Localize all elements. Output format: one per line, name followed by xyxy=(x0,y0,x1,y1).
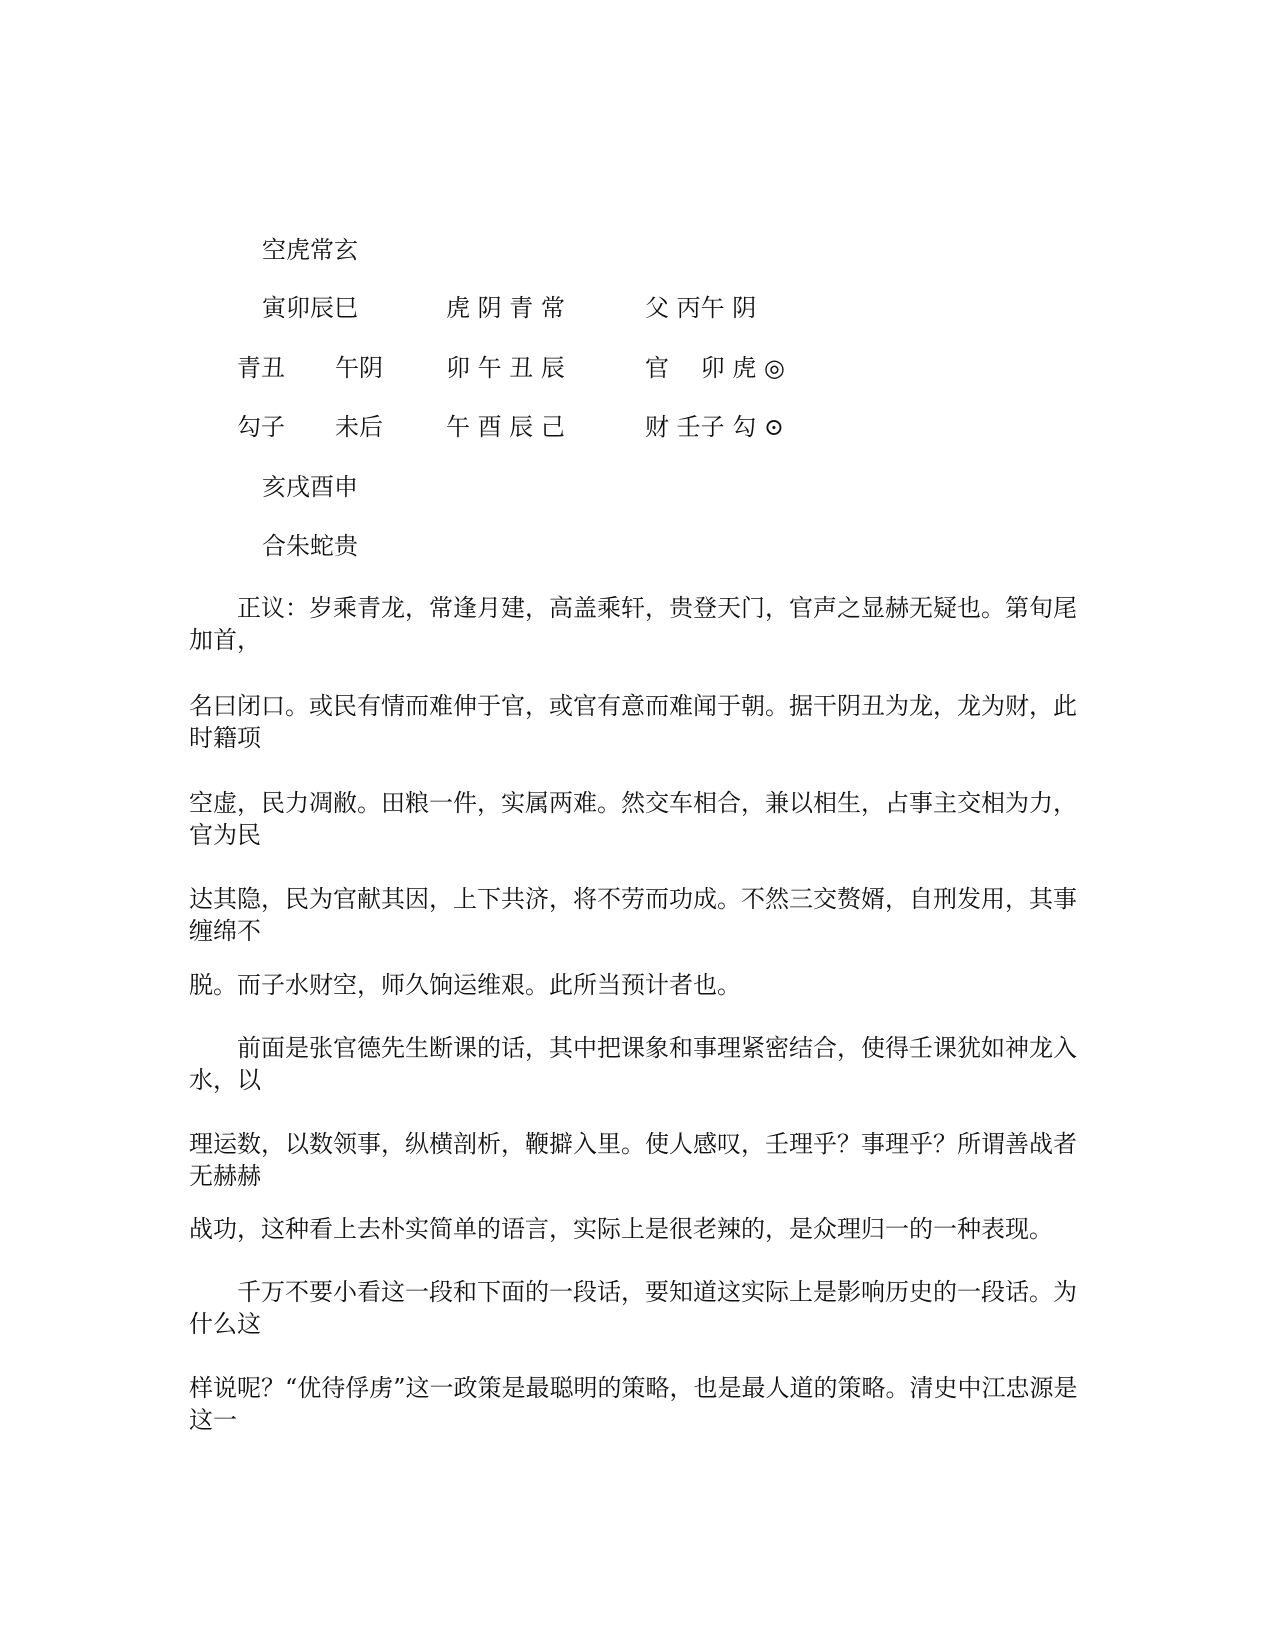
diagram-row2-left-a: 青丑 xyxy=(237,354,285,382)
diagram-bottom-label-2: 合朱蛇贵 xyxy=(262,532,358,560)
diagram-row1-left: 寅卯辰巳 xyxy=(262,294,358,322)
paragraph: 战功，这种看上去朴实简单的语言，实际上是很老辣的，是众理归一的一种表现。 xyxy=(189,1215,1053,1243)
paragraph: 理运数，以数领事，纵横剖析，鞭擗入里。使人感叹，壬理乎？事理乎？所谓善战者无赫赫 xyxy=(189,1130,1077,1190)
paragraph: 前面是张官德先生断课的话，其中把课象和事理紧密结合，使得壬课犹如神龙入水，以 xyxy=(189,1034,1077,1094)
diagram-row3-mid: 午 酉 辰 己 xyxy=(446,413,565,441)
paragraph: 千万不要小看这一段和下面的一段话，要知道这实际上是影响历史的一段话。为什么这 xyxy=(189,1278,1077,1338)
diagram-row1-mid: 虎 阴 青 常 xyxy=(446,294,565,322)
paragraph: 达其隐，民为官献其因，上下共济，将不劳而功成。不然三交赘婿，自刑发用，其事缠绵不 xyxy=(189,885,1077,945)
paragraph: 名曰闭口。或民有情而难伸于官，或官有意而难闻于朝。据干阴丑为龙，龙为财，此时籍项 xyxy=(189,692,1077,752)
diagram-row1-right: 父 丙午 阴 xyxy=(645,294,757,322)
paragraph: 样说呢？“优待俘虏”这一政策是最聪明的策略，也是最人道的策略。清史中江忠源是这一 xyxy=(189,1374,1078,1434)
diagram-row2-left-b: 午阴 xyxy=(335,354,383,382)
paragraph: 正议：岁乘青龙，常逢月建，高盖乘轩，贵登天门，官声之显赫无疑也。第旬尾加首， xyxy=(189,594,1077,654)
diagram-row3-left-a: 勾子 xyxy=(237,413,285,441)
diagram-row2-right: 官 卯 虎 ◎ xyxy=(645,354,785,382)
diagram-row2-mid: 卯 午 丑 辰 xyxy=(446,354,565,382)
diagram-row3-right: 财 壬子 勾 ⊙ xyxy=(645,413,784,441)
paragraph: 空虚，民力凋敝。田粮一件，实属两难。然交车相合，兼以相生，占事主交相为力，官为民 xyxy=(189,789,1077,849)
paragraph: 脱。而子水财空，师久饷运维艰。此所当预计者也。 xyxy=(189,971,741,999)
diagram-top-label: 空虎常玄 xyxy=(262,236,358,264)
diagram-row3-left-b: 未后 xyxy=(335,413,383,441)
diagram-bottom-label-1: 亥戌酉申 xyxy=(262,473,358,501)
